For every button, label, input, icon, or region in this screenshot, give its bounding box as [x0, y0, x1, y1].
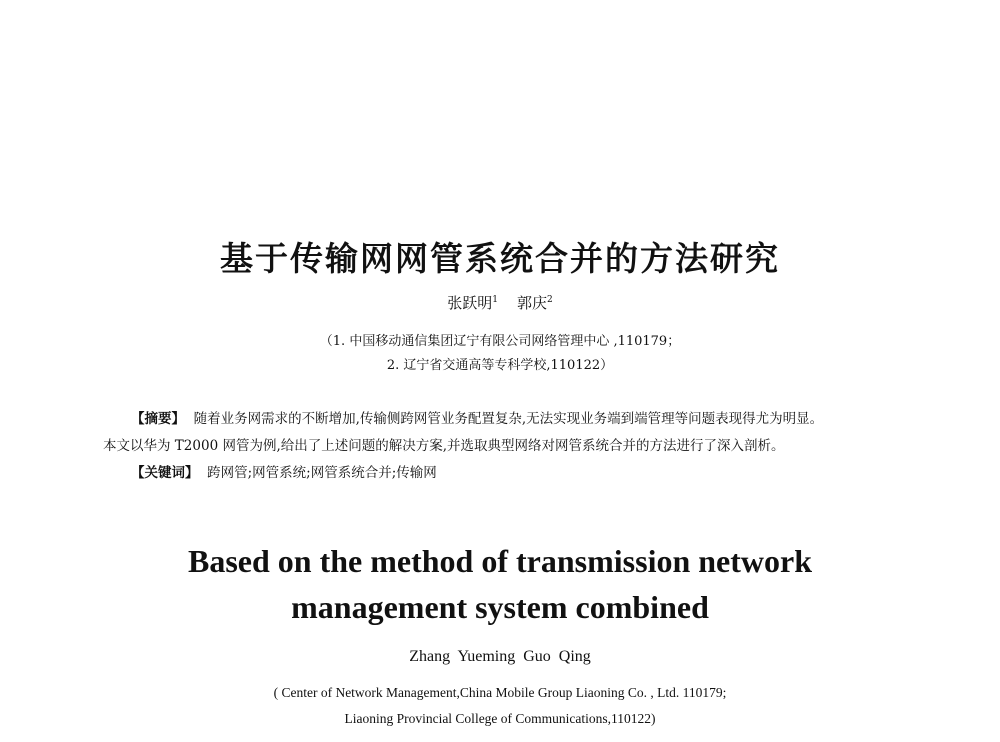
- author-2-name: 郭庆: [517, 294, 548, 312]
- chinese-title: 基于传输网网管系统合并的方法研究: [220, 239, 780, 278]
- chinese-affiliation-line-1: （1. 中国移动通信集团辽宁有限公司网络管理中心 ,110179；: [319, 334, 681, 349]
- abstract-line-2: 本文以华为 T2000 网管为例,给出了上述问题的解决方案,并选取典型网络对网管系统合并的方法进行了深入剖析。: [103, 438, 785, 454]
- author-1-superscript: 1: [492, 295, 498, 305]
- abstract-line-1: [131, 407, 823, 427]
- chinese-authors: [0, 292, 1000, 313]
- abstract-text-1: 随着业务网需求的不断增加,传输侧跨网管业务配置复杂,无法实现业务端到端管理等问题表现得尤为明显。: [193, 411, 824, 427]
- english-affiliation-line-1: ( Center of Network Management,China Mobile Group Liaoning Co. , Ltd. 110179;: [273, 685, 727, 700]
- english-title-line-1: Based on the method of transmission network: [187, 543, 813, 579]
- chinese-affiliation-line-2: 2. 辽宁省交通高等专科学校,110122）: [386, 358, 614, 373]
- english-authors: Zhang Yueming Guo Qing: [409, 648, 591, 665]
- english-title-line-2: management system combined: [291, 589, 709, 625]
- english-affiliation-line-2: Liaoning Provincial College of Communications,110122): [344, 711, 656, 726]
- keywords-text: 跨网管;网管系统;网管系统合并;传输网: [207, 465, 437, 481]
- keywords-line: [131, 461, 437, 481]
- abstract-label: 【摘要】: [131, 411, 185, 427]
- author-1-name: 张跃明: [447, 294, 493, 312]
- keywords-label: 【关键词】: [131, 465, 199, 481]
- author-2-superscript: 2: [547, 295, 553, 305]
